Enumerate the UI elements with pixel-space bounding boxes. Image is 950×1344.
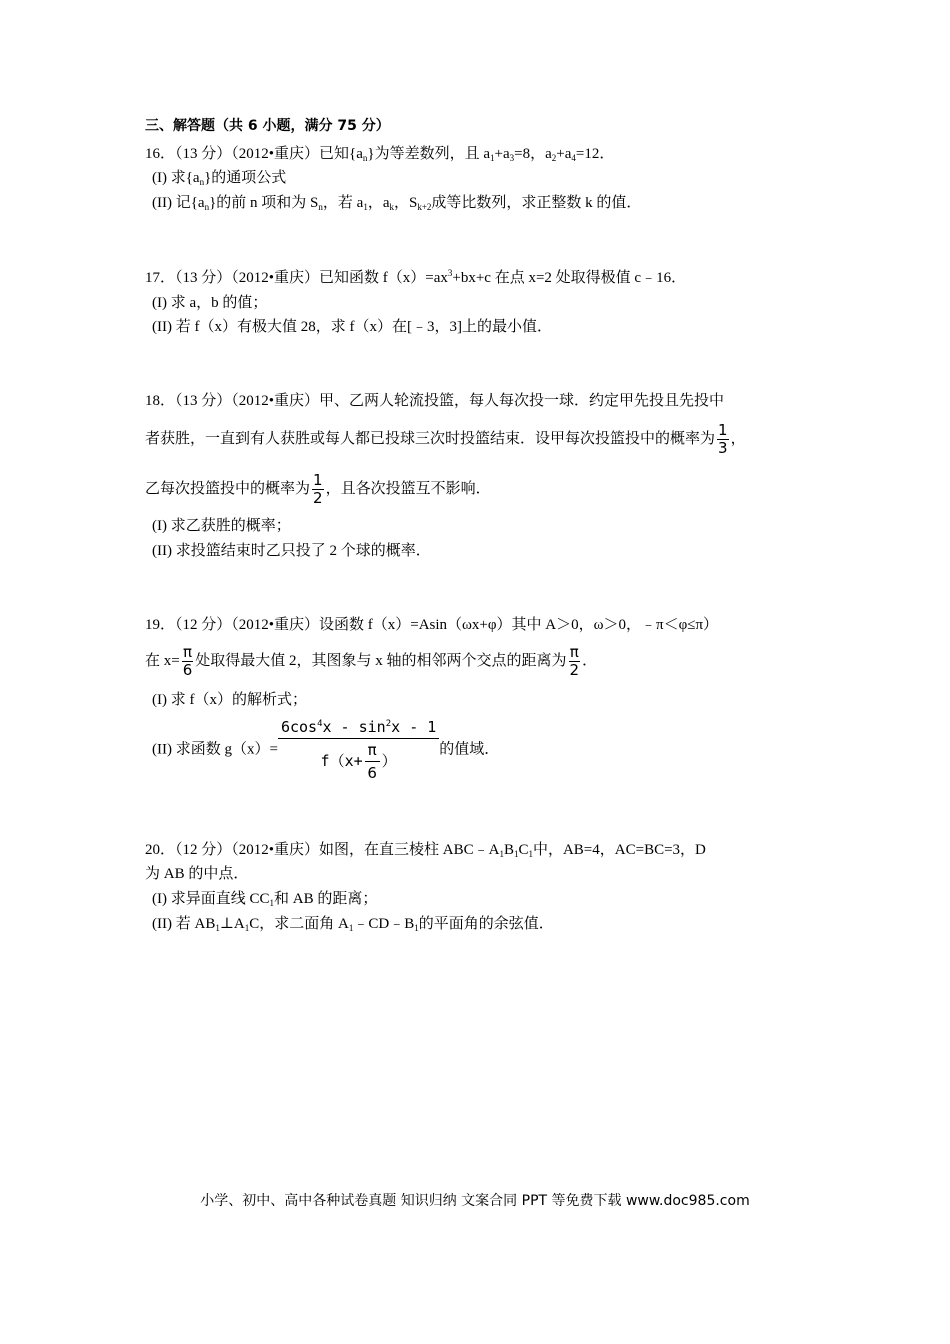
q19-g-fraction bbox=[278, 716, 439, 784]
q17-part1: (I) 求 a，b 的值； bbox=[152, 295, 268, 311]
q16-header: 16．（13 分）（2012•重庆）已知$\{a_n\}$为等差数列，且 $a_1+a_3=8$，$a_2+a_4=12$． bbox=[145, 146, 615, 163]
q18-fraction-one-half: $\frac{1}{2}$ bbox=[313, 471, 323, 508]
q17-part2: (II) 若 f（x）有极大值 28，求 f（x）在[﹣3，3]上的最小值． bbox=[152, 319, 552, 335]
page-footer: 小学、初中、高中各种试卷真题 知识归纳 文案合同 PPT 等免费下载 www.doc985.com bbox=[200, 1193, 750, 1209]
q18-line1: 18．（13 分）（2012•重庆）甲、乙两人轮流投篮，每人每次投一球．约定甲先投且先投中 bbox=[145, 393, 725, 409]
q16-part1: (I) 求$\{a_n\}$的通项公式 bbox=[152, 170, 287, 187]
q20-part1: (I) 求异面直线 $CC_1$和 AB 的距离； bbox=[152, 891, 378, 908]
q19-g-denominator: f（x+ $\frac{\pi}{6}$ ） bbox=[320, 741, 397, 782]
q19-part2: (II) 求函数 g（x）= $6\cos^4x - \sin^2x - 1$ f（x+ $\frac{\pi}{6}$ ） 的值域． bbox=[152, 718, 500, 782]
q19-fraction-pi-over-6: $\frac{\pi}{6}$ bbox=[182, 643, 193, 680]
q19-part1: (I) 求 f（x）的解析式； bbox=[152, 692, 307, 708]
q16-part2: (II) 记$\{a_n\}$的前 n 项和为 $S_n$，若 $a_1$，$a_k$，$S_{k+2}$成等比数列，求正整数 k 的值． bbox=[152, 195, 642, 212]
q20-part2: (II) 若 $AB_1\perp A_1C$，求二面角 $A_1﹣CD﹣B_1$的平面角的余弦值． bbox=[152, 916, 554, 933]
q19-line1: 19．（12 分）（2012•重庆）设函数 f（x）=Asin（ωx+φ）其中 A＞0，ω＞0，﹣π＜φ≤π） bbox=[145, 617, 719, 633]
q18-part1: (I) 求乙获胜的概率； bbox=[152, 518, 291, 534]
q20-line2: 为 AB 的中点． bbox=[145, 866, 249, 882]
q18-part2: (II) 求投篮结束时乙只投了 2 个球的概率． bbox=[152, 543, 431, 559]
q18-fraction-one-third: $\frac{1}{3}$ bbox=[718, 421, 728, 458]
q20-line1: 20．（12 分）（2012•重庆）如图，在直三棱柱 $ABC﹣A_1B_1C_1$中，AB=4，AC=BC=3，D bbox=[145, 842, 706, 859]
q18-line3: 乙每次投篮投中的概率为 $\frac{1}{2}$ ，且各次投篮互不影响． bbox=[145, 471, 491, 508]
q19-line2: 在 x= $\frac{\pi}{6}$ 处取得最大值 2，其图象与 x 轴的相邻两个交点的距离为 $\frac{\pi}{2}$ ． bbox=[145, 643, 598, 680]
q19-g-numerator: $6\cos^4x - \sin^2x - 1$ bbox=[280, 718, 437, 736]
section-heading: 三、解答题（共 6 小题，满分 75 分） bbox=[145, 118, 390, 134]
q18-line2: 者获胜，一直到有人获胜或每人都已投球三次时投篮结束．设甲每次投篮投中的概率为 $\frac{1}{3}$ ， bbox=[145, 421, 746, 458]
q17-header: 17．（13 分）（2012•重庆）已知函数 $f(x)=ax^3+bx+c$ 在点 x=2 处取得极值 c﹣16． bbox=[145, 268, 687, 286]
q19-fraction-pi-over-2: $\frac{\pi}{2}$ bbox=[569, 643, 580, 680]
